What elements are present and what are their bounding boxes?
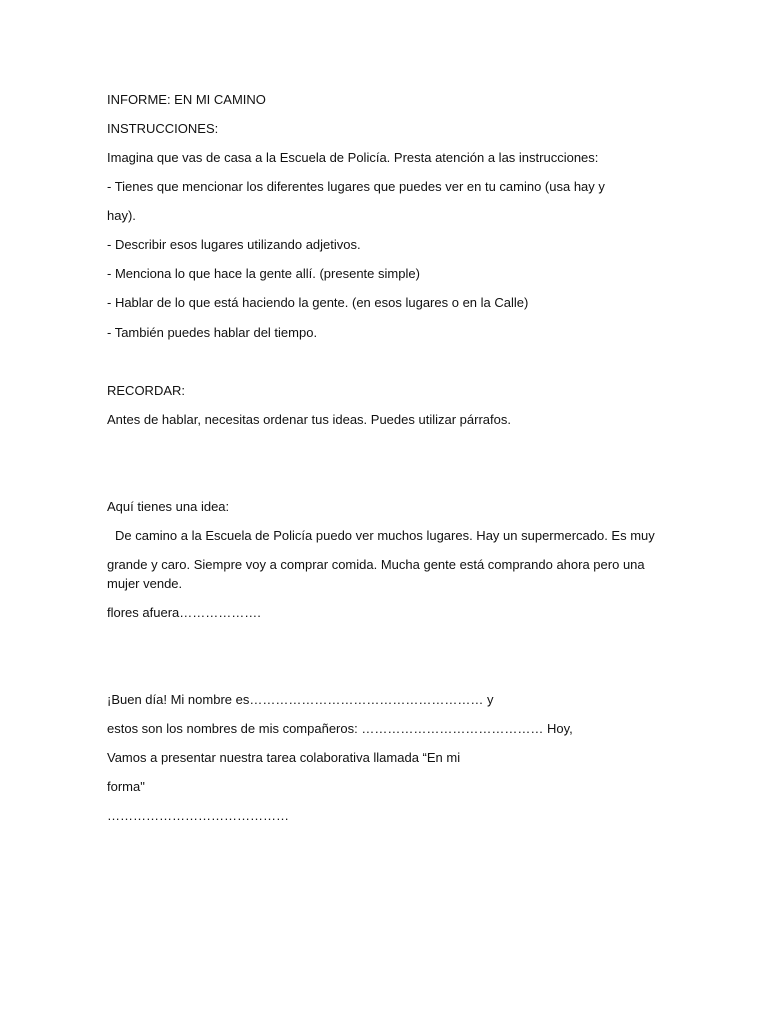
example-line-2: grande y caro. Siempre voy a comprar comida. Mucha gente está comprando ahora pero una [107,557,645,572]
presentation-line-1: ¡Buen día! Mi nombre es……………………………………………… y [107,692,494,707]
instruction-item-4: - Hablar de lo que está haciendo la gente. (en esos lugares o en la Calle) [107,295,529,310]
document-title: INFORME: EN MI CAMINO [107,92,266,107]
presentation-line-5: …………………………………… [107,808,289,823]
remember-heading: RECORDAR: [107,383,186,398]
instructions-heading: INSTRUCCIONES: [107,121,219,136]
example-line-1: De camino a la Escuela de Policía puedo ver muchos lugares. Hay un supermercado. Es muy [115,528,655,543]
instruction-item-3: - Menciona lo que hace la gente allí. (presente simple) [107,266,420,281]
instructions-intro: Imagina que vas de casa a la Escuela de Policía. Presta atención a las instrucciones: [107,150,599,165]
example-line-4: flores afuera………………. [107,605,261,620]
instruction-item-5: - También puedes hablar del tiempo. [107,325,318,340]
presentation-line-3: Vamos a presentar nuestra tarea colaborativa llamada “En mi [107,750,461,765]
example-heading: Aquí tienes una idea: [107,499,230,514]
presentation-line-4: forma" [107,779,145,794]
presentation-line-2: estos son los nombres de mis compañeros: …………………………………… Hoy, [107,721,573,736]
instruction-item-1a: - Tienes que mencionar los diferentes lugares que puedes ver en tu camino (usa hay y [107,179,605,194]
example-line-3: mujer vende. [107,576,183,591]
instruction-item-1b: hay). [107,208,136,223]
instruction-item-2: - Describir esos lugares utilizando adjetivos. [107,237,361,252]
remember-text: Antes de hablar, necesitas ordenar tus ideas. Puedes utilizar párrafos. [107,412,511,427]
